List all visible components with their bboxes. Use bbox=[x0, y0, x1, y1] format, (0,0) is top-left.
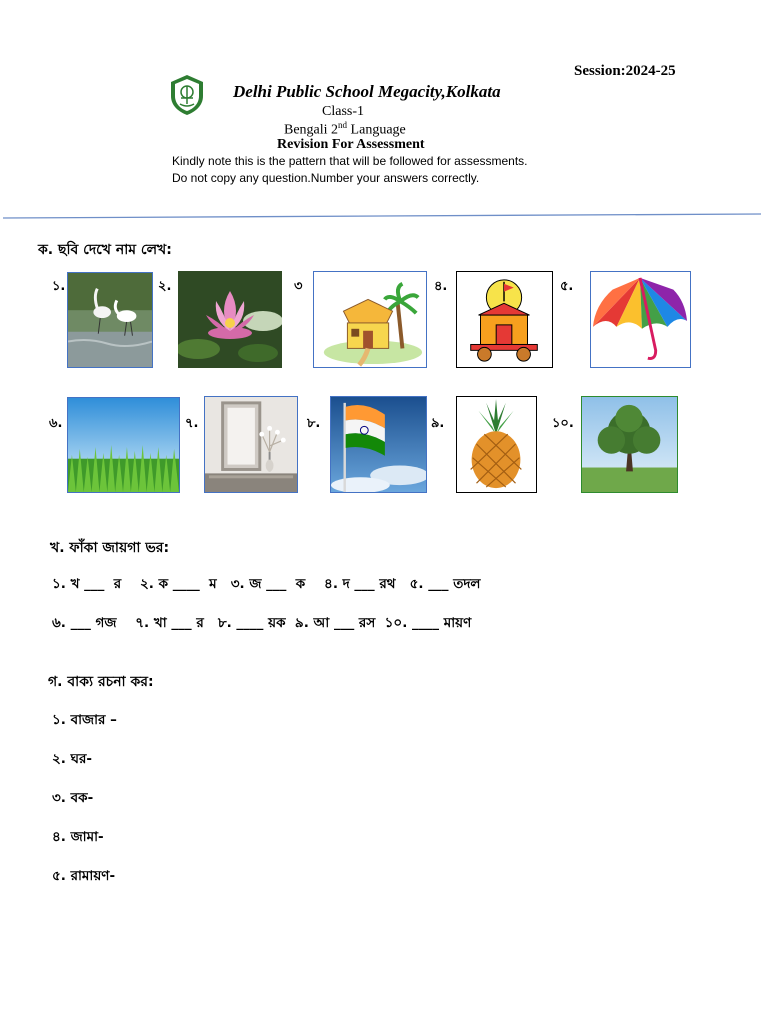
sentence-item: ২. ঘর- bbox=[52, 751, 92, 767]
section-kha-title: খ. ফাঁকা জায়গা ভর: bbox=[50, 540, 170, 556]
lotus-picture bbox=[178, 271, 282, 368]
fill-blanks-line-1: ১. খ ___ র ২. ক ____ ম ৩. জ ___ ক ৪. দ ___ রথ ৫. ___ তদল bbox=[52, 576, 481, 592]
sentence-item: ৩. বক- bbox=[52, 790, 94, 806]
sentence-item: ৫. রামায়ণ- bbox=[52, 868, 116, 884]
chariot-picture bbox=[456, 271, 553, 368]
subject-label: Bengali 2nd Language bbox=[284, 120, 406, 138]
item-number: ৫. bbox=[560, 279, 574, 294]
instruction-line-1: Kindly note this is the pattern that will be followed for assessments. bbox=[172, 154, 528, 168]
item-number: ৭. bbox=[185, 416, 199, 431]
grass-picture bbox=[67, 397, 180, 493]
item-number: ৪. bbox=[434, 279, 448, 294]
flag-picture bbox=[330, 396, 427, 493]
item-number: ৯. bbox=[431, 416, 445, 431]
sentence-item: ৪. জামা- bbox=[52, 829, 104, 845]
item-number: ১. bbox=[52, 279, 66, 294]
item-number: ২. bbox=[158, 279, 172, 294]
session-label: Session:2024-25 bbox=[574, 63, 676, 79]
fill-blanks-line-2: ৬. ___ গজ ৭. খা ___ র ৮. ____ য়ক ৯. আ ___ রস ১০. ____ মায়ণ bbox=[52, 615, 472, 631]
sentence-item: ১. বাজার – bbox=[52, 712, 117, 728]
umbrella-picture bbox=[590, 271, 691, 368]
item-number: ৬. bbox=[49, 416, 63, 431]
instruction-line-2: Do not copy any question.Number your answers correctly. bbox=[172, 171, 480, 185]
school-name: Delhi Public School Megacity,Kolkata bbox=[233, 82, 501, 101]
hut-picture bbox=[313, 271, 427, 368]
item-number: ৩ bbox=[294, 279, 303, 294]
item-number: ১০. bbox=[552, 416, 574, 431]
revision-title: Revision For Assessment bbox=[277, 137, 425, 152]
heron-picture bbox=[67, 272, 153, 368]
class-label: Class-1 bbox=[322, 104, 364, 119]
mirror-picture bbox=[204, 396, 298, 493]
item-number: ৮. bbox=[307, 416, 321, 431]
section-ga-title: গ. বাক্য রচনা কর: bbox=[48, 674, 154, 690]
section-ka-title: ক. ছবি দেখে নাম লেখ: bbox=[38, 242, 172, 258]
tree-picture bbox=[581, 396, 678, 493]
pineapple-picture bbox=[456, 396, 537, 493]
header-divider bbox=[3, 204, 761, 210]
school-logo bbox=[169, 74, 205, 116]
